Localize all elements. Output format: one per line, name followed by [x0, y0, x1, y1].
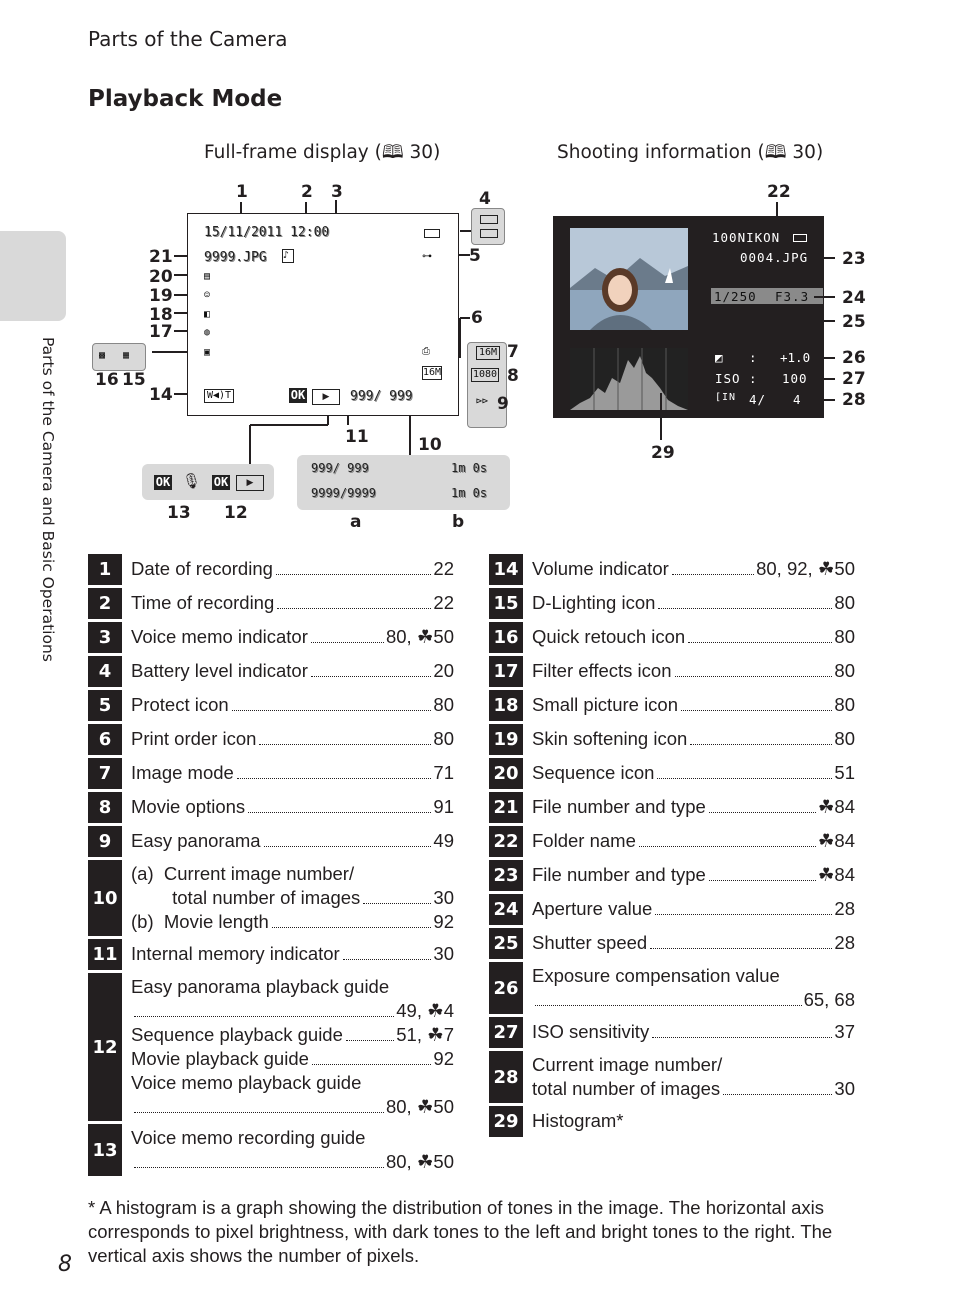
full-frame-caption: Full-frame display (🕮 30) — [204, 142, 441, 163]
leader-dots — [259, 744, 431, 745]
row-description — [523, 792, 855, 823]
seq-ok-icon: OK — [213, 475, 229, 489]
row-description — [523, 1017, 855, 1048]
row-number: 21 — [489, 792, 523, 823]
table-row — [489, 860, 855, 891]
row-number: 13 — [88, 1124, 122, 1176]
callout-8: 8 — [507, 366, 519, 386]
row-description — [122, 588, 454, 619]
callout-11: 11 — [345, 427, 369, 447]
page-ref: 80, 92, ☘50 — [756, 558, 855, 579]
row-description — [523, 690, 855, 721]
side-tab-label: Parts of the Camera and Basic Operations — [39, 337, 57, 662]
table-row — [489, 894, 855, 925]
page-ref: 30 — [834, 1078, 855, 1099]
table-row — [489, 622, 855, 653]
retouch-icons-box — [92, 343, 146, 371]
leader-dots — [232, 710, 432, 711]
leader-dots — [343, 959, 432, 960]
play-icon: ▶ — [312, 389, 340, 405]
callout-14: 14 — [149, 385, 173, 405]
mode-icon-box — [467, 342, 507, 428]
leader-dots — [681, 710, 832, 711]
entry-text: File number and type — [532, 864, 706, 885]
page-ref: ☘84 — [817, 864, 855, 885]
counter-readout: 999/ 999 — [350, 389, 413, 404]
table-row — [489, 724, 855, 755]
row-number: 8 — [88, 792, 122, 823]
row-description — [523, 962, 855, 1014]
label-a: a — [350, 512, 362, 532]
entry-text: Filter effects icon — [532, 660, 672, 681]
retouch-icon: ▣ — [204, 347, 211, 358]
callout-28: 28 — [842, 390, 866, 410]
d-lighting-icon: ▦ — [123, 350, 130, 361]
page-ref: 80 — [834, 660, 855, 681]
page-ref: 51 — [834, 762, 855, 783]
leader-dots — [675, 676, 833, 677]
page-ref: 80 — [834, 694, 855, 715]
row-number: 25 — [489, 928, 523, 959]
page-ref: 49 — [433, 830, 454, 851]
entry-text: Sequence playback guide — [131, 1024, 343, 1045]
leader-dots — [672, 574, 754, 575]
entry-text: Folder name — [532, 830, 636, 851]
label-b: b — [452, 512, 465, 532]
callout-27: 27 — [842, 369, 866, 389]
row-number: 10 — [88, 860, 122, 936]
row-number: 5 — [88, 690, 122, 721]
row-description — [523, 622, 855, 653]
page-ref: 51, ☘7 — [396, 1024, 454, 1045]
sequence-icon: ▤ — [204, 271, 211, 282]
page-title: Playback Mode — [88, 86, 283, 112]
entry-text: (a) Current image number/ — [131, 863, 355, 884]
row-description — [523, 928, 855, 959]
table-row — [88, 939, 454, 970]
row-description — [122, 1124, 454, 1176]
entry-text: Volume indicator — [532, 558, 669, 579]
shooting-info-caption: Shooting information (🕮 30) — [557, 142, 824, 163]
print-order-icon: ⎙ — [422, 346, 430, 357]
voice-memo-icon: ♪ — [282, 249, 294, 263]
row-number: 29 — [489, 1106, 523, 1137]
entry-text: File number and type — [532, 796, 706, 817]
page-ref: 80, ☘50 — [385, 1151, 454, 1172]
entry-text: Exposure compensation value — [532, 965, 780, 986]
row-description — [122, 758, 454, 789]
row-number: 9 — [88, 826, 122, 857]
pano-ok-icon: OK — [290, 388, 306, 402]
table-row — [88, 860, 454, 936]
page-ref: 91 — [433, 796, 454, 817]
row-description — [122, 792, 454, 823]
table-row — [88, 758, 454, 789]
leader-dots — [709, 880, 816, 881]
row-number: 3 — [88, 622, 122, 653]
image-mode-small-icon: 16M — [423, 367, 442, 378]
leader-dots — [277, 608, 431, 609]
memory-icon: [IN — [715, 392, 737, 403]
row-number: 18 — [489, 690, 523, 721]
callout-26: 26 — [842, 348, 866, 368]
movie-length-b1: 1m 0s — [451, 461, 488, 475]
leader-dots — [363, 903, 431, 904]
leader-dots — [650, 948, 832, 949]
movie-options-icon: 1080 — [473, 369, 498, 380]
key-icon: ⊶ — [422, 251, 432, 262]
row-description — [523, 656, 855, 687]
row-number: 24 — [489, 894, 523, 925]
leader-dots — [639, 846, 816, 847]
counter-a1: 999/ 999 — [311, 461, 369, 475]
table-row — [489, 962, 855, 1014]
callout-17: 17 — [149, 322, 173, 342]
callout-13: 13 — [167, 503, 191, 523]
callout-6: 6 — [471, 308, 483, 328]
leader-dots — [134, 1167, 384, 1168]
page-ref: 80 — [433, 694, 454, 715]
date-time-readout: 15/11/2011 12:00 — [204, 225, 330, 240]
counter-a2: 9999/9999 — [311, 486, 377, 500]
entry-text: Shutter speed — [532, 932, 648, 953]
exposure-comp-icon: ◩ — [715, 350, 724, 365]
image-mode-icon: 16M — [476, 346, 500, 360]
volume-indicator-icon: W◀)T — [204, 389, 234, 403]
row-number: 20 — [489, 758, 523, 789]
row-number: 2 — [88, 588, 122, 619]
leader-dots — [709, 812, 816, 813]
table-row — [88, 826, 454, 857]
page-ref: 65, 68 — [803, 989, 855, 1010]
callout-23: 23 — [842, 249, 866, 269]
counter-right: 4 — [793, 392, 802, 407]
play-icon-2: ▶ — [236, 475, 264, 491]
leader-dots — [658, 608, 832, 609]
table-row — [489, 656, 855, 687]
callout-24: 24 — [842, 288, 866, 308]
entry-text: Current image number/ — [532, 1054, 723, 1075]
iso-value: 100 — [782, 371, 808, 386]
page-ref: 28 — [834, 932, 855, 953]
table-row — [489, 1017, 855, 1048]
skin-softening-icon: ☺ — [204, 290, 211, 301]
entry-text: total number of images — [532, 1078, 721, 1099]
page-ref: 20 — [433, 660, 454, 681]
table-row — [88, 973, 454, 1121]
table-row — [489, 928, 855, 959]
entry-text: Movie options — [131, 796, 246, 817]
page-ref: 92 — [433, 911, 454, 932]
leader-dots — [276, 574, 432, 575]
entry-text: D-Lighting icon — [532, 592, 656, 613]
colon-2: : — [749, 371, 758, 386]
row-number: 7 — [88, 758, 122, 789]
row-description — [523, 860, 855, 891]
callout-18: 18 — [149, 305, 173, 325]
leader-dots — [264, 846, 432, 847]
row-number: 12 — [88, 973, 122, 1121]
leader-dots — [723, 1094, 832, 1095]
callout-19: 19 — [149, 286, 173, 306]
table-row — [489, 1106, 855, 1137]
callout-25: 25 — [842, 312, 866, 332]
table-row — [88, 656, 454, 687]
leader-dots — [655, 914, 832, 915]
file-number: 0004.JPG — [740, 250, 809, 265]
table-row — [88, 792, 454, 823]
callout-29: 29 — [651, 443, 675, 463]
side-tab — [0, 231, 66, 321]
entry-text: (b) Movie length — [131, 911, 269, 932]
callout-15: 15 — [122, 370, 146, 390]
row-description — [523, 826, 855, 857]
leader-dots — [312, 1064, 432, 1065]
leader-dots — [134, 1112, 384, 1113]
leader-dots — [311, 642, 384, 643]
leader-dots — [690, 744, 832, 745]
leader-dots — [657, 778, 832, 779]
table-row — [489, 792, 855, 823]
entry-text: Skin softening icon — [532, 728, 688, 749]
table-row — [88, 1124, 454, 1176]
section-header: Parts of the Camera — [88, 27, 288, 51]
colon-1: : — [749, 350, 758, 365]
page-ref: 80 — [834, 626, 855, 647]
callout-1: 1 — [236, 182, 248, 202]
page-ref: 80, ☘50 — [385, 626, 454, 647]
callout-9: 9 — [497, 394, 509, 414]
page-ref: 80 — [834, 592, 855, 613]
page-ref: 92 — [433, 1048, 454, 1069]
entry-text: Voice memo indicator — [131, 626, 308, 647]
leader-dots — [346, 1040, 394, 1041]
entry-text: Quick retouch icon — [532, 626, 686, 647]
table-row — [88, 724, 454, 755]
leader-dots — [237, 778, 432, 779]
table-row — [489, 588, 855, 619]
callout-22: 22 — [767, 182, 791, 202]
page-ref: ☘84 — [817, 830, 855, 851]
page-ref: 71 — [433, 762, 454, 783]
callout-20: 20 — [149, 267, 173, 287]
table-row — [88, 588, 454, 619]
row-number: 4 — [88, 656, 122, 687]
battery-low-icon — [480, 229, 498, 238]
callout-7: 7 — [507, 342, 519, 362]
row-description — [122, 860, 454, 936]
page-ref: 22 — [433, 558, 454, 579]
row-description — [122, 690, 454, 721]
row-description — [523, 1051, 855, 1103]
entry-text: Print order icon — [131, 728, 257, 749]
full-frame-screen — [187, 213, 459, 416]
leader-dots — [535, 1005, 802, 1006]
row-number: 23 — [489, 860, 523, 891]
row-number: 26 — [489, 962, 523, 1014]
row-number: 17 — [489, 656, 523, 687]
row-number: 6 — [88, 724, 122, 755]
leader-dots — [311, 676, 432, 677]
callout-21: 21 — [149, 247, 173, 267]
page-ref: 30 — [433, 943, 454, 964]
movie-length-b2: 1m 0s — [451, 486, 488, 500]
row-number: 27 — [489, 1017, 523, 1048]
entry-text: Easy panorama playback guide — [131, 976, 390, 997]
row-number: 15 — [489, 588, 523, 619]
table-row — [88, 554, 454, 585]
page-ref: 37 — [834, 1021, 855, 1042]
counter-left: 4/ — [749, 392, 767, 407]
entry-text: Image mode — [131, 762, 234, 783]
battery-level-box — [471, 208, 505, 245]
row-description — [122, 724, 454, 755]
folder-name: 100NIKON — [712, 230, 781, 245]
sub-display-box — [297, 455, 510, 510]
entry-text: total number of images — [131, 887, 361, 908]
entry-text: Internal memory indicator — [131, 943, 340, 964]
callout-10: 10 — [418, 435, 442, 455]
entry-text: Protect icon — [131, 694, 229, 715]
row-description — [523, 894, 855, 925]
table-row — [489, 758, 855, 789]
table-row — [88, 622, 454, 653]
callout-3: 3 — [331, 182, 343, 202]
exposure-value: +1.0 — [780, 350, 811, 365]
callout-12: 12 — [224, 503, 248, 523]
table-row — [489, 1051, 855, 1103]
table-row — [489, 554, 855, 585]
entry-text: Sequence icon — [532, 762, 655, 783]
voice-ok-icon: OK — [155, 475, 171, 489]
leader-dots — [248, 812, 431, 813]
easy-panorama-icon: ⊳⊳ — [476, 396, 489, 407]
file-name-readout: 9999.JPG — [204, 250, 267, 265]
row-description — [523, 1106, 855, 1137]
leader-dots — [134, 1016, 394, 1017]
entry-text: Movie playback guide — [131, 1048, 309, 1069]
entry-text: Easy panorama — [131, 830, 261, 851]
entry-text: Small picture icon — [532, 694, 679, 715]
small-picture-icon: ◧ — [204, 309, 211, 320]
page-ref: 80 — [433, 728, 454, 749]
aperture-value: F3.3 — [775, 289, 810, 304]
entry-text: Battery level indicator — [131, 660, 308, 681]
page-ref: 80, ☘50 — [385, 1096, 454, 1117]
entry-text: Histogram* — [532, 1110, 624, 1131]
filter-effects-icon: ◍ — [204, 327, 211, 338]
entry-text: Time of recording — [131, 592, 275, 613]
row-description — [523, 724, 855, 755]
leader-dots — [272, 927, 432, 928]
battery-icon — [424, 229, 440, 238]
table-row — [88, 690, 454, 721]
row-number: 1 — [88, 554, 122, 585]
callout-4: 4 — [479, 189, 491, 209]
page-ref: 49, ☘4 — [396, 1000, 454, 1021]
row-description — [523, 758, 855, 789]
leader-dots — [688, 642, 832, 643]
row-description — [523, 588, 855, 619]
row-description — [122, 939, 454, 970]
shooting-callout-lines — [550, 180, 850, 440]
row-description — [122, 622, 454, 653]
page-ref: 80 — [834, 728, 855, 749]
footnote: * A histogram is a graph showing the distribution of tones in the image. The horizontal axis corresponds to pixel brightness, with dark tones to the left and bright tones to the right. The vertical axis shows the number of pixels. — [88, 1197, 833, 1266]
leader-dots — [652, 1037, 832, 1038]
page-ref: 22 — [433, 592, 454, 613]
page-number: 8 — [58, 1252, 72, 1277]
row-number: 11 — [88, 939, 122, 970]
entry-text: Aperture value — [532, 898, 653, 919]
guide-box — [142, 464, 274, 500]
entry-text: Voice memo recording guide — [131, 1127, 366, 1148]
row-description — [122, 973, 454, 1121]
entry-text: Date of recording — [131, 558, 273, 579]
row-number: 14 — [489, 554, 523, 585]
row-number: 16 — [489, 622, 523, 653]
row-number: 19 — [489, 724, 523, 755]
table-row — [489, 826, 855, 857]
callout-16: 16 — [95, 370, 119, 390]
callout-5: 5 — [469, 246, 481, 266]
battery-full-icon — [480, 215, 498, 224]
entry-text: ISO sensitivity — [532, 1021, 650, 1042]
row-description — [523, 554, 855, 585]
table-row — [489, 690, 855, 721]
page-ref: 28 — [834, 898, 855, 919]
iso-label: ISO — [715, 371, 741, 386]
row-description — [122, 656, 454, 687]
page-ref: ☘84 — [817, 796, 855, 817]
callout-2: 2 — [301, 182, 313, 202]
row-description — [122, 826, 454, 857]
microphone-icon: 🎙 — [182, 472, 202, 490]
row-description — [122, 554, 454, 585]
shutter-speed: 1/250 — [714, 289, 757, 304]
entry-text: Voice memo playback guide — [131, 1072, 362, 1093]
row-number: 28 — [489, 1051, 523, 1103]
page-ref: 30 — [433, 887, 454, 908]
quick-retouch-icon: ▩ — [99, 350, 106, 361]
row-number: 22 — [489, 826, 523, 857]
